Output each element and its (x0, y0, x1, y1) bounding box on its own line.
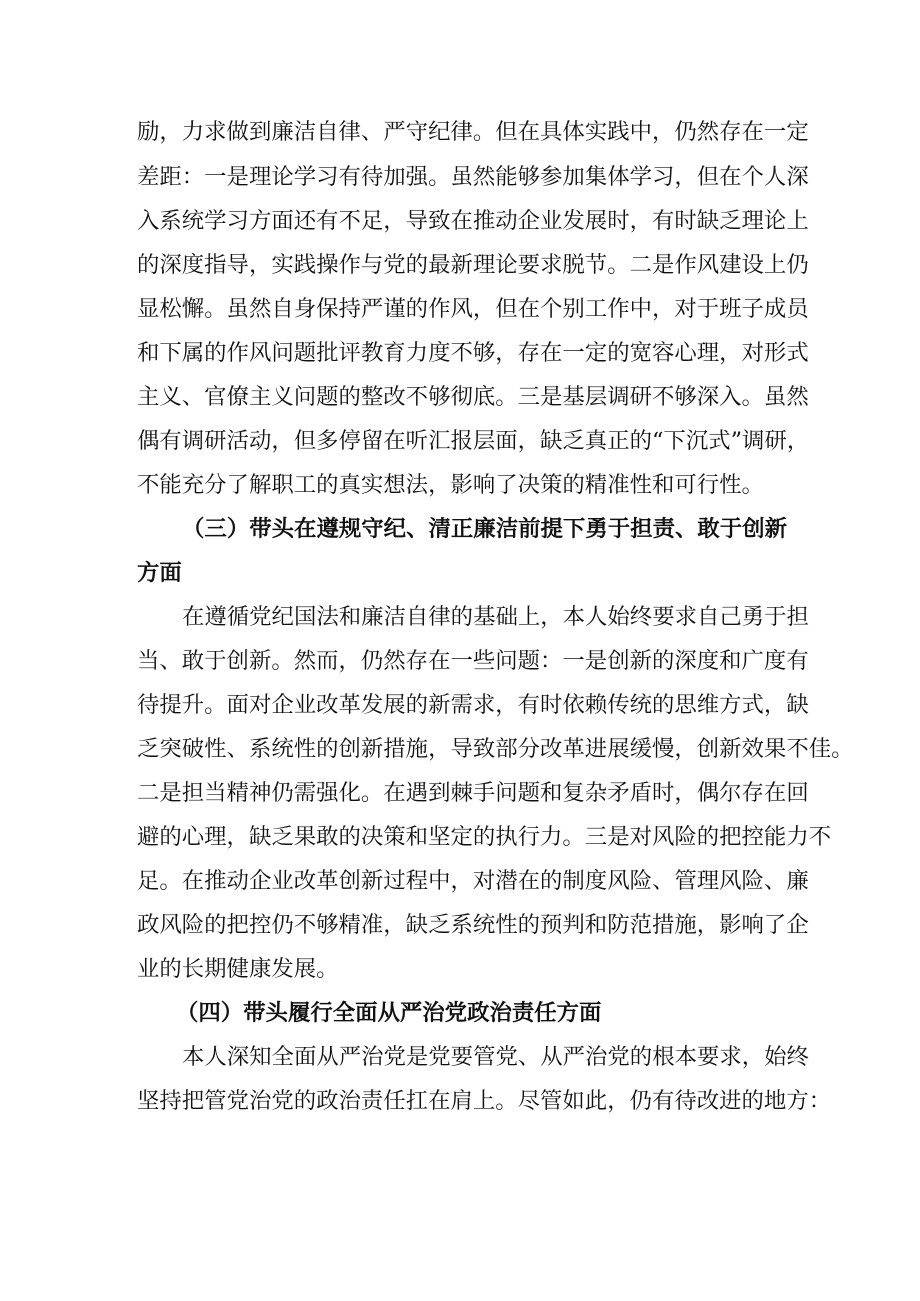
text-line: 业的长期健康发展。 (137, 956, 339, 982)
text-line: 和下属的作风问题批评教育力度不够，存在一定的宽容心理，对形式 (137, 340, 809, 366)
heading-line: （三）带头在遵规守纪、清正廉洁前提下勇于担责、敢于创新 (182, 516, 787, 542)
text-line: 二是担当精神仍需强化。在遇到棘手问题和复杂矛盾时，偶尔存在回 (137, 780, 809, 806)
text-line: 避的心理，缺乏果敢的决策和坚定的执行力。三是对风险的把控能力不 (137, 824, 832, 850)
text-line: 显松懈。虽然自身保持严谨的作风，但在个别工作中，对于班子成员 (137, 296, 809, 322)
section-heading-4: （四）带头履行全面从严治党政治责任方面 (176, 1000, 602, 1026)
text-line: 当、敢于创新。然而，仍然存在一些问题：一是创新的深度和广度有 (137, 648, 809, 674)
text-line: 不能充分了解职工的真实想法，影响了决策的精准性和可行性。 (137, 472, 764, 498)
text-line: 主义、官僚主义问题的整改不够彻底。三是基层调研不够深入。虽然 (137, 384, 809, 410)
heading-line: 方面 (137, 560, 182, 586)
text-line: 本人深知全面从严治党是党要管党、从严治党的根本要求，始终 (182, 1044, 809, 1070)
text-line: 入系统学习方面还有不足，导致在推动企业发展时，有时缺乏理论上 (137, 208, 809, 234)
text-line: 的深度指导，实践操作与党的最新理论要求脱节。二是作风建设上仍 (137, 252, 809, 278)
text-line: 偶有调研活动，但多停留在听汇报层面，缺乏真正的“下沉式”调研， (137, 428, 810, 454)
text-line: 在遵循党纪国法和廉洁自律的基础上，本人始终要求自己勇于担 (182, 604, 809, 630)
text-line: 足。在推动企业改革创新过程中，对潜在的制度风险、管理风险、廉 (137, 868, 809, 894)
text-line: 坚持把管党治党的政治责任扛在肩上。尽管如此，仍有待改进的地方： (137, 1088, 832, 1114)
text-line: 励，力求做到廉洁自律、严守纪律。但在具体实践中，仍然存在一定 (137, 119, 809, 145)
text-line: 政风险的把控仍不够精准，缺乏系统性的预判和防范措施，影响了企 (137, 912, 809, 938)
text-line: 差距：一是理论学习有待加强。虽然能够参加集体学习，但在个人深 (137, 164, 809, 190)
text-line: 乏突破性、系统性的创新措施，导致部分改革进展缓慢，创新效果不佳。 (137, 736, 854, 762)
text-line: 待提升。面对企业改革发展的新需求，有时依赖传统的思维方式，缺 (137, 692, 809, 718)
